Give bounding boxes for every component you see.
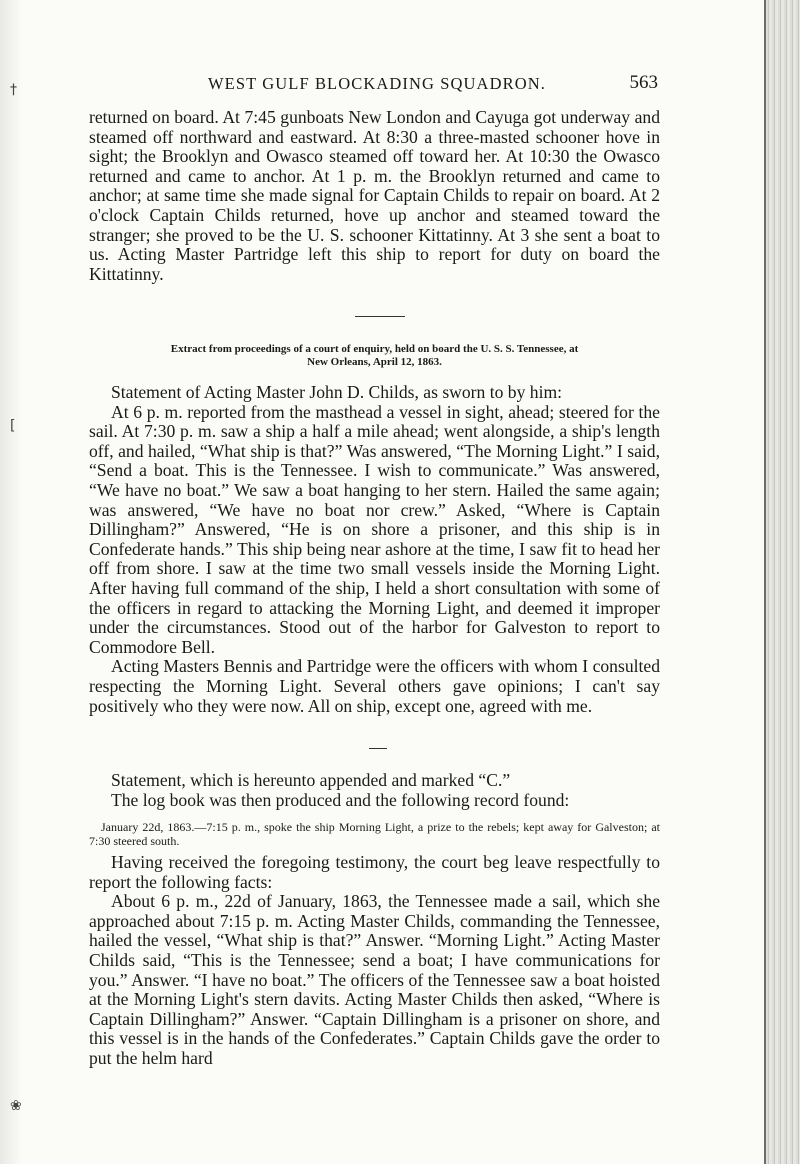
statement-consulted: Acting Masters Bennis and Partridge were the officers with whom I consulted respecting the Morning Light. Several others gave opinions; I can't say positively who they were now. All on ship, except one, agreed with me. xyxy=(89,656,660,716)
statement-c-line: Statement, which is hereunto appended and marked “C.” xyxy=(111,770,511,790)
small-divider xyxy=(369,748,387,749)
findings-intro: Having received the foregoing testimony, the court beg leave respectfully to report the following facts: xyxy=(89,852,660,892)
extract-caption-line-2: New Orleans, April 12, 1863. xyxy=(307,356,442,368)
findings-body: About 6 p. m., 22d of January, 1863, the Tennessee made a sail, which she approached about 7:15 p. m. Acting Master Childs, commanding the Tennessee, hailed the vessel, “What ship is that?” Answer. “Morning Light.” Acting Master Childs said, “This is the Tennessee; send a boat; I have communications for you.” Answer. “I have no boat.” The officers of the Tennessee saw a boat hoisted at the Morning Light's stern davits. Acting Master Childs then asked, “Where is Captain Dillingham?” Answer. “Captain Dillingham is a prisoner on shore, and this vessel is in the hands of the Confederates.” Captain Childs gave the order to put the helm hard xyxy=(89,891,660,1068)
extract-caption-line-1: Extract from proceedings of a court of enquiry, held on board the U. S. S. Tennessee, at xyxy=(170,343,579,355)
margin-bracket-icon: [ xyxy=(10,418,16,434)
page-number: 563 xyxy=(629,72,658,93)
top-paragraph-block xyxy=(89,108,660,284)
page-edge-stack xyxy=(766,0,800,1164)
top-paragraph: returned on board. At 7:45 gunboats New London and Cayuga got underway and steamed off northward and eastward. At 8:30 a three-masted schooner hove in sight; the Brooklyn and Owasco steamed off toward her. At 10:30 the Owasco returned and came to anchor. At 1 p. m. the Brooklyn returned and came to anchor; at same time she made signal for Captain Childs to repair on board. At 2 o'clock Captain Childs returned, hove up anchor and steamed toward the stranger; she proved to be the U. S. schooner Kittatinny. At 3 she sent a boat to us. Acting Master Partridge left this ship to report for duty on board the Kittatinny. xyxy=(89,107,660,284)
findings-block xyxy=(89,853,660,1069)
margin-tick-icon: † xyxy=(10,82,17,98)
log-record-text: January 22d, 1863.—7:15 p. m., spoke the ship Morning Light, a prize to the rebels; kept away for Galveston; at 7:30 steered south. xyxy=(89,820,660,848)
statement-intro: Statement of Acting Master John D. Childs, as sworn to by him: xyxy=(111,382,563,402)
left-gutter xyxy=(0,0,22,1164)
log-record xyxy=(89,820,660,848)
margin-ornament-icon: ❀ xyxy=(10,1098,22,1114)
page-header xyxy=(88,72,658,96)
extract-caption xyxy=(89,343,660,369)
statement-block xyxy=(89,383,660,716)
statement-body: At 6 p. m. reported from the masthead a vessel in sight, ahead; steered for the sail. At 7:30 p. m. saw a ship a half a mile ahead; went alongside, a ship's length off, and hailed, “What ship is that?” Was answered, “The Morning Light.” I said, “Send a boat. This is the Tennessee. I wish to communicate.” Was answered, “We have no boat.” We saw a boat hanging to her stern. Hailed the same again; was answered, “We have no boat nor crew.” Asked, “Where is Captain Dillingham?” Answered, “He is on shore a prisoner, and this ship is in Confederate hands.” This ship being near ashore at the time, I saw fit to head her off from shore. I saw at the time two small vessels inside the Morning Light. After having full command of the ship, I held a short consultation with some of the officers in regard to attacking the Morning Light, and deemed it improper under the circumstances. Stood out of the harbor for Galveston to report to Commodore Bell. xyxy=(89,401,660,657)
section-divider xyxy=(355,316,405,317)
running-head: WEST GULF BLOCKADING SQUADRON. xyxy=(208,74,546,93)
page-edge-line xyxy=(764,0,766,1164)
appended-block xyxy=(89,771,660,810)
log-intro-line: The log book was then produced and the following record found: xyxy=(111,789,570,810)
